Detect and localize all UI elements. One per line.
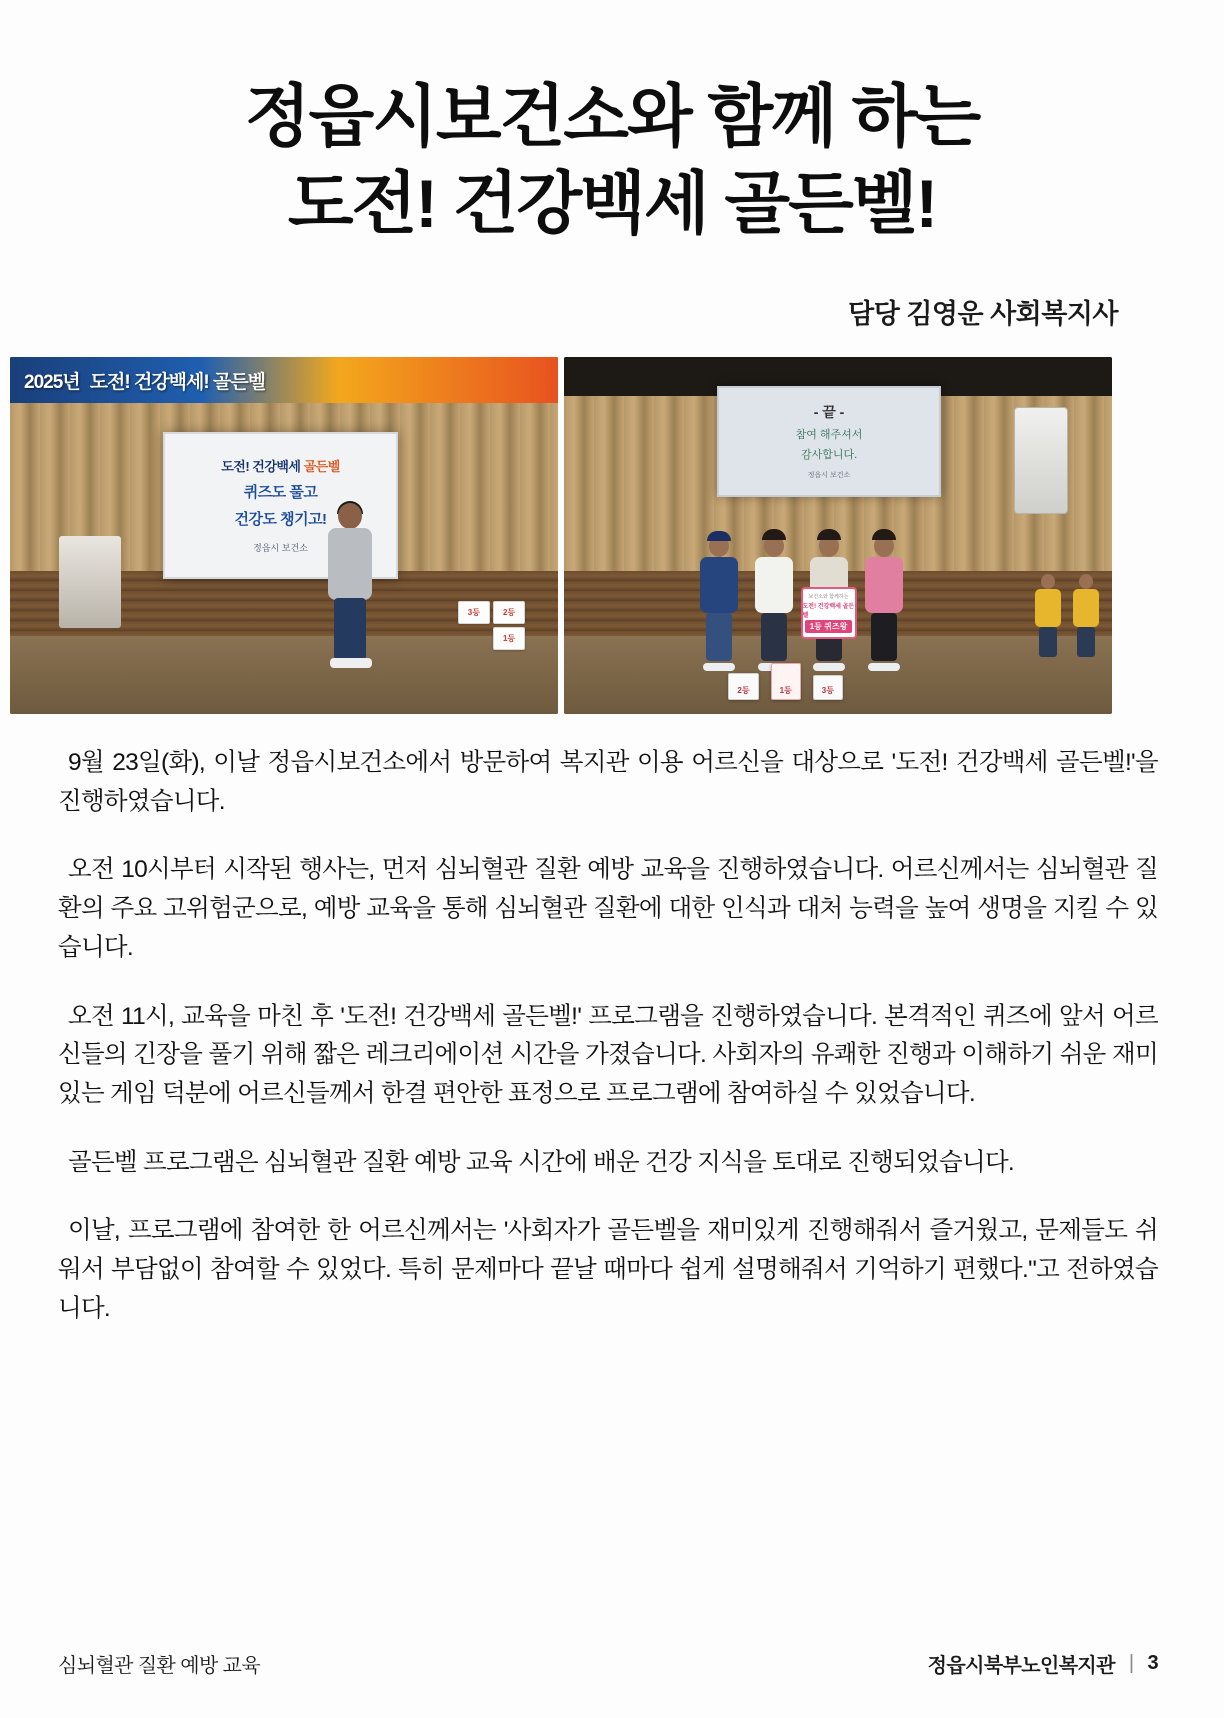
article-paragraph-4: 골든벨 프로그램은 심뇌혈관 질환 예방 교육 시간에 배운 건강 지식을 토대로 진행되었습니다. [68,1148,1015,1176]
photo-award-ceremony [564,357,1112,714]
screen-heading [221,456,340,475]
placard-line-2: 도전! 건강백세 골든벨 [802,604,855,620]
staff-1-head [1041,574,1055,589]
speaker-shoes [330,658,372,668]
person-4-shoes [868,663,900,671]
article-paragraph-5: 이날, 프로그램에 참여한 한 어르신께서는 '사회자가 골든벨을 재미있게 진행해줘서 즐거웠고, 문제들도 쉬워서 부담없이 참여할 수 있었다. 특히 문제마다 끝날 때마다 쉽게 설명해줘서 기억하기 편했다."고 전하였습니다. [58,1217,1158,1322]
person-4 [861,529,907,671]
person-1-body [700,557,738,613]
placard-line-1: 보건소와 함께하는 [808,594,849,601]
placard-badge: 1등 퀴즈왕 [805,620,853,633]
article-paragraph-3: 오전 11시, 교육을 마친 후 '도전! 건강백세 골든벨!' 프로그램을 진행하였습니다. 본격적인 퀴즈에 앞서 어르신들의 긴장을 풀기 위해 짧은 레크리에이션 시간을 가졌습니다. 사회자의 유쾌한 진행과 이해하기 쉬운 재미있는 게임 덕분에 어르신들께서 한결 편안한 표정으로 프로그램에 참여하실 수 있었습니다. [58,1002,1158,1107]
article-body [0,744,1224,1328]
screen2-line-2: 감사합니다. [800,449,858,462]
air-conditioner [1014,407,1068,514]
podium-box-3-label: 3등 [821,685,834,695]
podium-box-3 [813,675,843,700]
staff-2 [1071,574,1101,657]
staff-1-legs [1039,627,1057,657]
person-4-hair [872,529,896,540]
photo-row [0,357,1224,714]
person-2 [751,529,797,671]
speaker-body [328,528,372,600]
screen-heading-highlight: 골든벨 [303,459,340,475]
article-paragraph-1: 9월 23일(화), 이날 정읍시보건소에서 방문하여 복지관 이용 어르신을 대상으로 '도전! 건강백세 골든벨!'을 진행하였습니다. [58,749,1158,815]
speaker-figure [322,503,378,671]
footer-caption: 심뇌혈관 질환 예방 교육 [58,1655,261,1677]
podium-box-1-label: 1등 [779,685,792,695]
prize-placard [801,587,857,639]
banner-year: 2025년 [24,371,80,393]
person-2-body [755,557,793,613]
projection-screen-2 [717,386,940,497]
staff-2-legs [1077,627,1095,657]
staff-2-body [1073,589,1099,627]
page-title [0,74,1224,248]
screen-line-2: 건강도 챙기고! [234,511,327,529]
footer-separator: | [1128,1652,1134,1674]
speaker-head [338,503,362,529]
screen-heading-text: 도전! 건강백세 [221,459,301,475]
prize-boxes [458,601,525,650]
title-line-1: 정읍시보건소와 함께 하는 [244,79,980,155]
page-number: 3 [1147,1652,1158,1674]
event-banner [10,357,558,403]
person-3 [802,529,855,671]
banner-main: 도전! 건강백세! 골든벨 [89,371,266,393]
staff-1-body [1035,589,1061,627]
person-1-cap [707,531,731,541]
person-2-legs [761,613,787,661]
staff-2-head [1079,574,1093,589]
person-2-hair [762,529,786,540]
speaker-legs [334,598,366,660]
prize-box-2: 2등 [493,601,525,624]
podium-box-2-label: 2등 [737,685,750,695]
screen2-title: - 끝 - [813,404,845,421]
person-1 [696,531,742,671]
article-paragraph-2: 오전 10시부터 시작된 행사는, 먼저 심뇌혈관 질환 예방 교육을 진행하였습니다. 어르신께서는 심뇌혈관 질환의 주요 고위험군으로, 예방 교육을 통해 심뇌혈관 질환에 대한 인식과 대처 능력을 높여 생명을 지킬 수 있습니다. [58,856,1158,961]
prize-box-3: 3등 [458,601,490,624]
footer-organization: 정읍시북부노인복지관 [927,1655,1115,1677]
person-3-hair [817,529,841,540]
screen2-line-1: 참여 해주셔서 [795,429,863,442]
staff-1 [1033,574,1063,657]
page-footer [0,1649,1224,1678]
staff-group [1033,574,1101,657]
photo-lecture-hall [10,357,558,714]
screen-footer: 정읍시 보건소 [253,543,308,554]
podium [59,536,121,628]
podium-boxes [728,663,843,700]
podium-box-2 [728,673,758,700]
screen-line-1: 퀴즈도 풀고 [243,484,318,502]
prize-box-1: 1등 [493,627,525,650]
byline: 담당 김영운 사회복지사 [848,299,1118,330]
prize-row-top [458,601,525,624]
screen2-footer: 정읍시 보건소 [807,472,851,480]
winners-group [696,529,907,671]
footer-org-block [928,1649,1158,1678]
person-4-legs [871,613,897,661]
person-1-legs [706,613,732,661]
podium-box-1 [771,663,801,700]
title-line-2: 도전! 건강백세 골든벨! [287,166,937,243]
person-4-body [865,557,903,613]
